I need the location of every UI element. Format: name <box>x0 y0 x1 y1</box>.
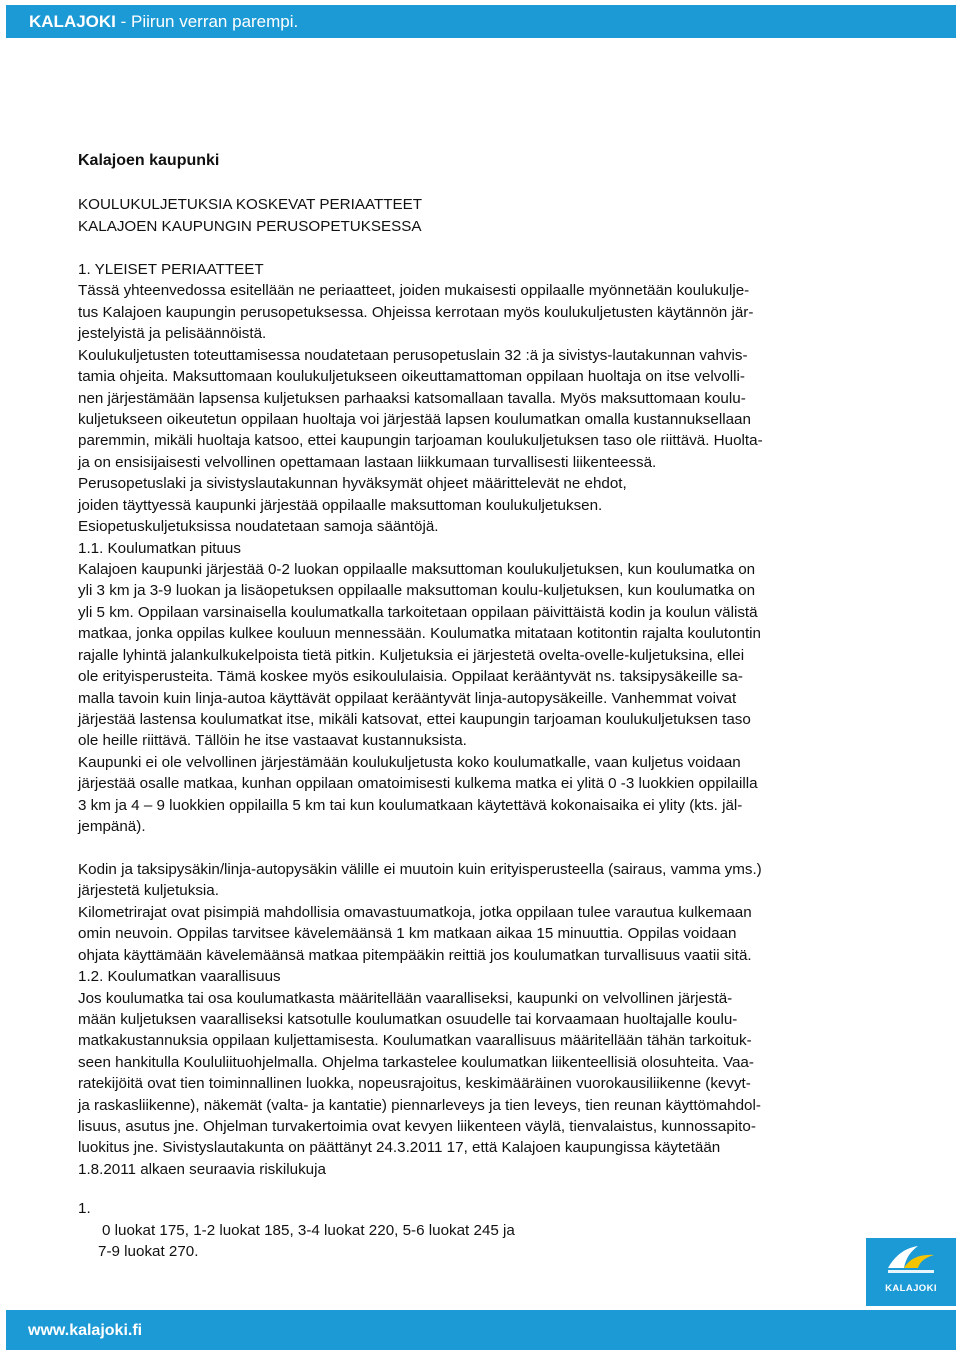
subsection-heading: 1.1. Koulumatkan pituus <box>78 540 241 557</box>
text-line: Jos koulumatka tai osa koulumatkasta määritellään vaaralliseksi, kaupunki on velvollinen järjestä- <box>78 990 733 1007</box>
text-line: joiden täyttyessä kaupunki järjestää oppilaalle maksuttoman koulukuljetuksen. <box>78 497 603 514</box>
text-line: ja raskasliikenne), näkemät (valta- ja kantatie) piennarleveys ja tien leveys, tien reunan käyttömahdol- <box>78 1097 761 1114</box>
text-line: 3 km ja 4 – 9 luokkien oppilailla 5 km tai kun koulumatkaan käytettävä kokonaisaika ei ylity (kts. jäl- <box>78 797 743 814</box>
text-line: omin neuvoin. Oppilas tarvitsee kävelemäänsä 1 km matkaan aikaa 15 minuuttia. Oppilas voidaan <box>78 925 737 942</box>
brand-slogan: Piirun verran parempi. <box>131 12 299 31</box>
text-line: mään kuljetuksen vaaralliseksi katsotulle koulumatkan osuudelle tai korvaamaan huoltajalle koulu- <box>78 1011 738 1028</box>
list-item <box>98 1220 515 1263</box>
brand-separator: - <box>115 12 132 31</box>
text-line: yli 5 km. Oppilaan varsinaisella koulumatkalla tarkoitetaan oppilaan päivittäistä kodin ja koulun välistä <box>78 604 758 621</box>
text-line: järjestää lastensa koulumatkat itse, mikäli katsovat, ettei kaupungin tarjoaman koulukuljetuksen taso <box>78 711 751 728</box>
section-heading: 1. YLEISET PERIAATTEET <box>78 261 264 278</box>
logo-text: KALAJOKI <box>885 1283 937 1294</box>
text-line: seen hankitulla Koululiituohjelmalla. Ohjelma tarkastelee koulumatkan liikenteellisiä olosuhteita. Vaa- <box>78 1054 754 1071</box>
text-line: Kaupunki ei ole velvollinen järjestämään koulukuljetusta koko koulumatkalle, vaan kuljetus voidaan <box>78 754 741 771</box>
text-line: kuljetukseen oikeutetun oppilaan huoltaja voi järjestää lapsen koulumatkan omalla kustannuksellaan <box>78 411 751 428</box>
brand-name: KALAJOKI <box>29 12 116 31</box>
list-item-line: 0 luokat 175, 1-2 luokat 185, 3-4 luokat 220, 5-6 luokat 245 ja <box>102 1222 515 1239</box>
document-title-line2: KALAJOEN KAUPUNGIN PERUSOPETUKSESSA <box>78 218 422 235</box>
text-line: Perusopetuslaki ja sivistyslautakunnan hyväksymät ohjeet määrittelevät ne ehdot, <box>78 475 627 492</box>
text-line: malla tavoin kuin linja-autoa käyttävät oppilaat kerääntyvät linja-autopysäkeille. Vanhemmat voivat <box>78 690 737 707</box>
wave-icon <box>866 1238 956 1284</box>
text-line: tamia ohjeita. Maksuttomaan koulukuljetukseen oikeuttamattoman oppilaan huoltaja on itse velvolli- <box>78 368 745 385</box>
text-line: ohjata käyttämään kävelemäänsä matkaa pitempääkin reittiä jos koulumatkan turvallisuus vaatii sitä. <box>78 947 752 964</box>
text-line: Kalajoen kaupunki järjestää 0-2 luokan oppilaalle maksuttoman koulukuljetuksen, kun koulumatka on <box>78 561 756 578</box>
text-line: ole erityisperusteita. Tämä koskee myös esikoululaisia. Oppilaat kerääntyvät ns. taksipysäkeille sa- <box>78 668 743 685</box>
text-line: jempänä). <box>78 818 146 835</box>
text-line: matkakustannuksia oppilaan kuljettamisesta. Koulumatkan vaarallisuus määritellään tähän tarkoituk- <box>78 1032 752 1049</box>
header-brand <box>29 12 298 32</box>
text-line: lisuus, asutus jne. Ohjelman turvakertoimia ovat kevyen liikenteen väylä, tienvalaistus, kunnossapito- <box>78 1118 756 1135</box>
text-line: tus Kalajoen kaupungin perusopetuksessa. Ohjeissa kerrotaan myös koulukuljetusten käytännön jär- <box>78 304 754 321</box>
document-org: Kalajoen kaupunki <box>78 152 220 169</box>
text-line: Tässä yhteenvedossa esitellään ne periaatteet, joiden mukaisesti oppilaalle myönnetään koulukulje- <box>78 282 750 299</box>
text-line: nen järjestämään lapsensa kuljetuksen parhaaksi katsomallaan tavalla. Myös maksuttomaan koulu- <box>78 390 746 407</box>
text-line: rajalle lyhintä jalankulkukelpoista tietä pitkin. Kuljetuksia ei järjestetä ovelta-ovelle-kuljetuksina, ellei <box>78 647 745 664</box>
text-line: 1.8.2011 alkaen seuraavia riskilukuja <box>78 1161 326 1178</box>
text-line: Esiopetuskuljetuksissa noudatetaan samoja sääntöjä. <box>78 518 439 535</box>
kalajoki-logo <box>866 1238 956 1306</box>
list-item-number: 1. <box>78 1200 91 1217</box>
text-line: Kilometrirajat ovat pisimpiä mahdollisia omavastuumatkoja, jotka oppilaan tulee varautua kulkemaan <box>78 904 752 921</box>
text-line: yli 3 km ja 3-9 luokan ja lisäopetuksen oppilaalle maksuttoman koulu-kuljetuksen, kun koulumatka on <box>78 582 756 599</box>
header-banner <box>6 5 956 38</box>
footer-banner <box>6 1310 956 1350</box>
text-line: matkaa, jonka oppilas kulkee kouluun mennessään. Koulumatka mitataan kotitontin rajalta koulutontin <box>78 625 762 642</box>
list-item-line: 7-9 luokat 270. <box>98 1243 199 1261</box>
text-line: ole heille riittävä. Tällöin he itse vastaavat kustannuksista. <box>78 732 467 749</box>
text-line: Koulukuljetusten toteuttamisessa noudatetaan perusopetuslain 32 :ä ja sivistys-lautakunnan vahvis- <box>78 347 748 364</box>
text-line: paremmin, mikäli huoltaja katsoo, ettei kaupungin tarjoaman koulukuljetuksen taso ole riittävä. Huolta- <box>78 432 763 449</box>
document-title-line1: KOULUKULJETUKSIA KOSKEVAT PERIAATTEET <box>78 196 423 213</box>
text-line: luokitus jne. Sivistyslautakunta on päättänyt 24.3.2011 17, että Kalajoen kaupungissa käytetään <box>78 1139 721 1156</box>
text-line: Kodin ja taksipysäkin/linja-autopysäkin välille ei muutoin kuin erityisperusteella (sairaus, vamma yms.) <box>78 861 762 878</box>
text-line: ratekijöitä ovat tien toiminnallinen luokka, nopeusrajoitus, keskimääräinen vuorokausiliikenne (kevyt- <box>78 1075 751 1092</box>
text-line: ja on ensisijaisesti velvollinen opettamaan lastaan liikkumaan turvallisesti liikenteessä. <box>78 454 657 471</box>
text-line: jestelyistä ja pelisäännöistä. <box>78 325 267 342</box>
text-line: järjestetä kuljetuksia. <box>78 882 219 899</box>
footer-url[interactable]: www.kalajoki.fi <box>28 1322 143 1339</box>
subsection-heading: 1.2. Koulumatkan vaarallisuus <box>78 968 281 985</box>
text-line: järjestää osalle matkaa, kunhan oppilaan omatoimisesti kulkema matka ei ylitä 0 -3 luokkien oppilailla <box>78 775 758 792</box>
